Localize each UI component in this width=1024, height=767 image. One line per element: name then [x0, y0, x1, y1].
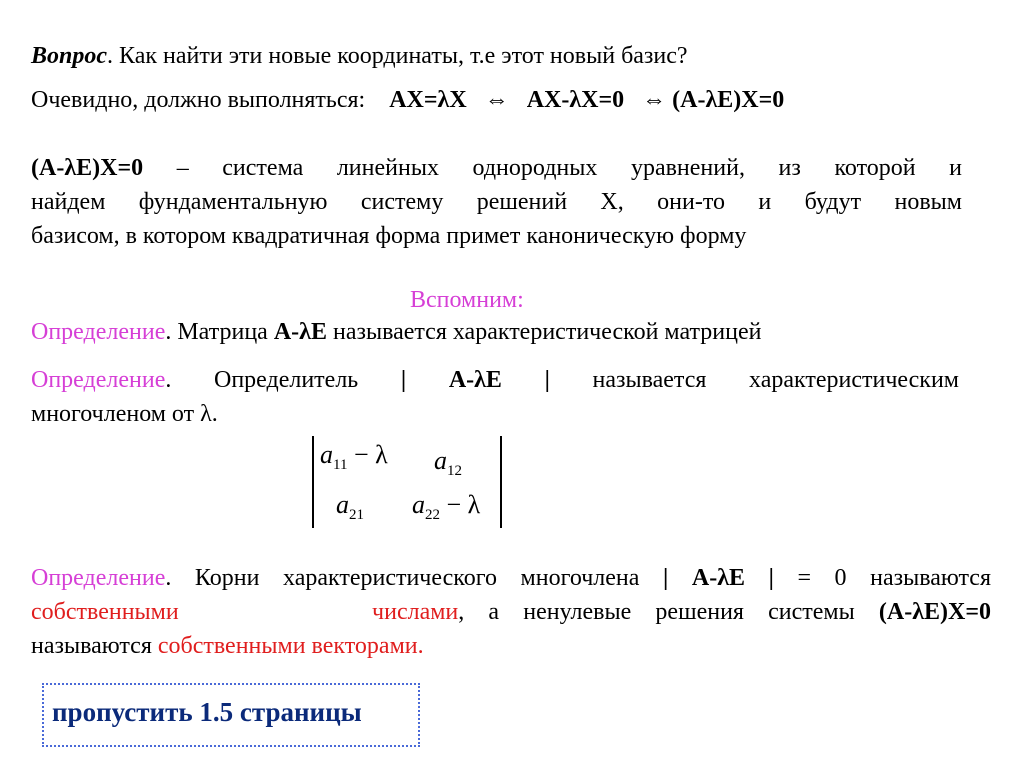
skip-pages-label[interactable]: пропустить 1.5 страницы — [52, 697, 362, 727]
def1-term: A-λE — [273, 319, 327, 345]
def1-text-before: . Матрица — [165, 319, 274, 345]
def3-red3: собственными векторами. — [157, 633, 424, 659]
characteristic-determinant — [312, 436, 502, 528]
question-lead: Вопрос — [31, 43, 108, 69]
entry-a11: $a_{11} - \lambda$ — [320, 440, 388, 474]
def3-mid: , а ненулевые решения системы — [458, 599, 879, 625]
def2-text-before: . Определитель — [165, 367, 401, 393]
entry-a12: $a_{12}$ — [434, 446, 462, 480]
def3-text1: . Корни характеристического многочлена — [165, 565, 663, 591]
def1-label: Определение — [31, 319, 166, 345]
eq-ax-minus-lx: AX-λX=0 — [526, 87, 625, 113]
def3-term2: (A-λE)X=0 — [878, 599, 992, 625]
definition-3-line-3 — [31, 632, 424, 660]
system-line-1 — [31, 154, 962, 182]
eq-ax-lx: AX=λX — [389, 87, 467, 113]
def1-text-after: называется характеристической матрицей — [326, 319, 762, 345]
definition-3-line-2 — [31, 598, 991, 626]
definition-2 — [31, 366, 959, 394]
system-line-1-text: – система линейных однородных уравнений, из которой и — [143, 155, 962, 181]
system-eq: (A-λE)X=0 — [31, 155, 144, 181]
def2-label: Определение — [31, 367, 166, 393]
obvious-line — [31, 86, 784, 114]
def3-term1: | A-λE | — [663, 565, 774, 591]
def3-label: Определение — [31, 565, 166, 591]
entry-a22: $a_{22} - \lambda$ — [412, 490, 481, 524]
recall-heading: Вспомним: — [410, 287, 524, 313]
left-bar — [312, 436, 314, 528]
equiv-arrow-icon: ⇔ — [484, 87, 509, 113]
def3-red1: собственными — [31, 599, 179, 625]
definition-3-line-1 — [31, 564, 991, 592]
def2-text-after: называется характеристическим — [549, 367, 959, 393]
def3-line3-text: называются — [31, 633, 158, 659]
equiv-arrow-icon: ⇔ — [642, 87, 667, 113]
def3-text2: = 0 называются — [773, 565, 992, 591]
eq-a-minus-le: (A-λE)X=0 — [672, 87, 785, 113]
system-line-2: найдем фундаментальную систему решений X, они-то и будут новым — [31, 189, 962, 215]
def2-term: | A-λE | — [400, 367, 550, 393]
system-line-3: базисом, в котором квадратичная форма примет каноническую форму — [31, 223, 747, 249]
obvious-text: Очевидно, должно выполняться: — [31, 87, 366, 113]
right-bar — [500, 436, 502, 528]
def2-line-2: многочленом от λ. — [31, 401, 218, 427]
def3-red2: числами — [372, 599, 459, 625]
question-line — [31, 42, 688, 70]
entry-a21: $a_{21}$ — [336, 490, 364, 524]
definition-1 — [31, 318, 761, 346]
question-text: . Как найти эти новые координаты, т.е этот новый базис? — [107, 43, 688, 69]
